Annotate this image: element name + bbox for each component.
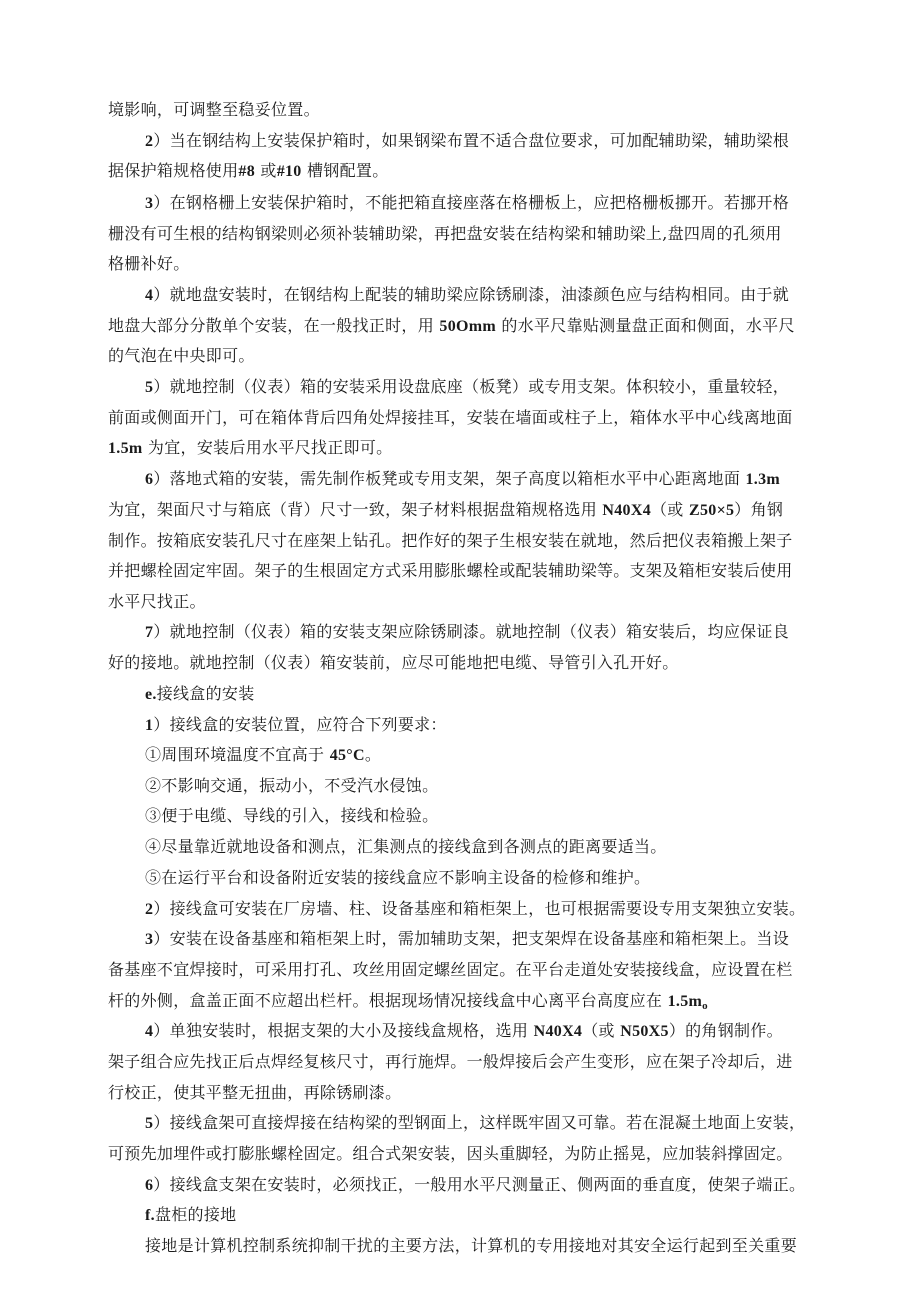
text-run: 或 (255, 161, 277, 180)
text-run: 水平尺找正。 (108, 592, 206, 611)
text-run: ②不影响交通，振动小，不受汽水侵蚀。 (145, 776, 439, 795)
text-run: 备基座不宜焊接时，可采用打孔、攻丝用固定螺丝固定。在平台走道处安装接线盒，应设置在栏 (108, 960, 793, 979)
paragraph-line (145, 715, 823, 736)
text-run: 行校正，使其平整无扭曲，再除锈刷漆。 (108, 1083, 402, 1102)
text-run: （或 (582, 1021, 621, 1040)
text-run: 好的接地。就地控制（仪表）箱安装前，应尽可能地把电缆、导管引入孔开好。 (108, 653, 679, 672)
list-item (145, 806, 823, 826)
section-heading-f (145, 1205, 823, 1226)
text-run: ）接线盒支架在安装时，必须找正，一般用水平尺测量正、侧两面的垂直度，使架子端正。 (153, 1175, 806, 1194)
bold-run: 1.5m (108, 440, 143, 457)
bold-run: 50Omm (439, 318, 496, 335)
text-run: ）就地控制（仪表）箱的安装支架应除锈刷漆。就地控制（仪表）箱安装后，均应保证良 (153, 622, 790, 641)
bold-run: N40X4 (533, 1023, 583, 1040)
paragraph-line (108, 531, 823, 551)
bold-run: o (702, 1000, 708, 1012)
text-run: ③便于电缆、导线的引入，接线和检验。 (145, 806, 439, 825)
text-run: ④尽量靠近就地设备和测点，汇集测点的接线盒到各测点的距离要适当。 (145, 837, 667, 856)
bold-run: 3 (145, 195, 154, 212)
text-run: 架子组合应先找正后点焊经复核尺寸，再行施焊。一般焊接后会产生变形，应在架子冷却后，进 (108, 1052, 793, 1071)
bold-run: 4 (145, 1023, 154, 1040)
text-run: 杆的外侧，盒盖正面不应超出栏杆。根据现场情况接线盒中心离平台高度应在 (108, 991, 668, 1010)
bold-run: 5 (145, 1115, 154, 1132)
list-item (145, 776, 823, 796)
text-run: ）角钢 (734, 500, 784, 519)
bold-run: 2 (145, 901, 154, 918)
bold-run: e. (145, 686, 157, 703)
paragraph-line (108, 408, 823, 428)
text-run: 接地是计算机控制系统抑制干扰的主要方法，计算机的专用接地对其安全运行起到至关重要 (145, 1236, 798, 1255)
bold-run: 1 (145, 717, 154, 734)
text-run: 为宜，安装后用水平尺找正即可。 (142, 438, 393, 457)
paragraph-line (108, 960, 823, 980)
bold-run: 3 (145, 931, 154, 948)
bold-run: N50X5 (620, 1023, 669, 1040)
text-run: 前面或侧面开门，可在箱体背后四角处焊接挂耳，安装在墙面或柱子上，箱体水平中心线离地面 (108, 408, 793, 427)
text-run: 据保护箱规格使用 (108, 161, 239, 180)
bold-run: N40X4 (602, 502, 651, 519)
bold-run: #10 (276, 163, 302, 180)
paragraph-line (145, 1175, 823, 1196)
text-run: 格栅补好。 (108, 254, 190, 273)
text-run: ）单独安装时，根据支架的大小及接线盒规格，选用 (153, 1021, 534, 1040)
list-item (145, 868, 823, 888)
text-run: 。 (364, 745, 382, 764)
bold-run: 1.5m (667, 993, 703, 1010)
paragraph-line (108, 161, 823, 182)
bold-run: Z50×5 (689, 502, 735, 519)
bold-run: 6 (145, 471, 154, 488)
bold-run: 45°C (329, 747, 365, 764)
text-run: 可预先加埋件或打膨胀螺栓固定。组合式架安装，因头重脚轻，为防止摇晃，应加装斜撑固定。 (108, 1144, 793, 1163)
paragraph-line (108, 346, 823, 366)
paragraph-line (145, 285, 823, 306)
paragraph-line (108, 653, 823, 673)
paragraph-line (145, 622, 823, 643)
text-run: ）落地式箱的安装，需先制作板凳或专用支架，架子高度以箱柜水平中心距离地面 (153, 469, 746, 488)
text-run: ）接线盒架可直接焊接在结构梁的型钢面上，这样既牢固又可靠。若在混凝土地面上安装， (153, 1113, 806, 1132)
paragraph-line (108, 438, 823, 459)
text-run: ）就地控制（仪表）箱的安装采用设盘底座（板凳）或专用支架。体积较小，重量较轻， (153, 377, 790, 396)
text-run: ）当在钢结构上安装保护箱时，如果钢梁布置不适合盘位要求，可加配辅助梁，辅助梁根 (153, 131, 790, 150)
text-run: ）接线盒可安装在厂房墙、柱、设备基座和箱柜架上，也可根据需要设专用支架独立安装。 (153, 899, 806, 918)
paragraph-line (108, 561, 823, 581)
paragraph-line (108, 254, 823, 274)
paragraph-line (145, 1021, 823, 1042)
list-item (145, 837, 823, 857)
paragraph-line (108, 1052, 823, 1072)
text-run: ⑤在运行平台和设备附近安装的接线盒应不影响主设备的检修和维护。 (145, 868, 651, 887)
text-run: ）的角钢制作。 (668, 1021, 783, 1040)
paragraph-line (145, 469, 823, 490)
text-run: 为宜，架面尺寸与箱底（背）尺寸一致，架子材料根据盘箱规格选用 (108, 500, 603, 519)
paragraph-line (108, 1144, 823, 1164)
text-run: 的气泡在中央即可。 (108, 346, 255, 365)
paragraph-line (145, 193, 823, 214)
text-run: ）就地盘安装时，在钢结构上配装的辅助梁应除锈刷漆，油漆颜色应与结构相同。由于就 (153, 285, 790, 304)
bold-run: 7 (145, 624, 154, 641)
paragraph-line (145, 899, 823, 920)
bold-run: 2 (145, 133, 154, 150)
text-run: 的水平尺靠贴测量盘正面和侧面，水平尺 (496, 316, 795, 335)
text-run: ）接线盒的安装位置，应符合下列要求： (153, 715, 447, 734)
paragraph-line (108, 592, 823, 612)
text-run: 境影响，可调整至稳妥位置。 (108, 100, 320, 119)
text-run: 槽钢配置。 (301, 161, 389, 180)
paragraph-line (145, 1113, 823, 1134)
section-heading-e (145, 684, 823, 705)
text-run: 制作。按箱底安装孔尺寸在座架上钻孔。把作好的架子生根安装在就地，然后把仪表箱搬上架子 (108, 531, 793, 550)
bold-run: 6 (145, 1177, 154, 1194)
bold-run: #8 (238, 163, 256, 180)
text-run: 地盘大部分分散单个安装，在一般找正时，用 (108, 316, 440, 335)
bold-run: 4 (145, 287, 154, 304)
list-item (145, 745, 823, 766)
text-run: ①周围环境温度不宜高于 (145, 745, 330, 764)
paragraph-line (108, 500, 823, 521)
paragraph-line (108, 100, 823, 120)
text-run: 栅没有可生根的结构钢梁则必须补装辅助梁，再把盘安装在结构梁和辅助梁上,盘四周的孔须用 (108, 224, 782, 243)
text-run: ）安装在设备基座和箱柜架上时，需加辅助支架，把支架焊在设备基座和箱柜架上。当设 (153, 929, 790, 948)
bold-run: 1.3m (745, 471, 781, 488)
text-run: （或 (651, 500, 689, 519)
text-run: 盘柜的接地 (154, 1205, 237, 1224)
text-run: ）在钢格栅上安装保护箱时，不能把箱直接座落在格栅板上，应把格栅板挪开。若挪开格 (153, 193, 790, 212)
text-run: 并把螺栓固定牢固。架子的生根固定方式采用膨胀螺栓或配装辅助梁等。支架及箱柜安装后使用 (108, 561, 793, 580)
paragraph-line (108, 991, 823, 1016)
paragraph-line (145, 929, 823, 950)
paragraph-line (145, 131, 823, 152)
paragraph-line (145, 377, 823, 398)
bold-run: 5 (145, 379, 154, 396)
paragraph-line (145, 1236, 823, 1256)
bold-run: f. (145, 1207, 155, 1224)
paragraph-line (108, 224, 823, 244)
paragraph-line (108, 316, 823, 337)
paragraph-line (108, 1083, 823, 1103)
text-run: 接线盒的安装 (156, 684, 255, 703)
